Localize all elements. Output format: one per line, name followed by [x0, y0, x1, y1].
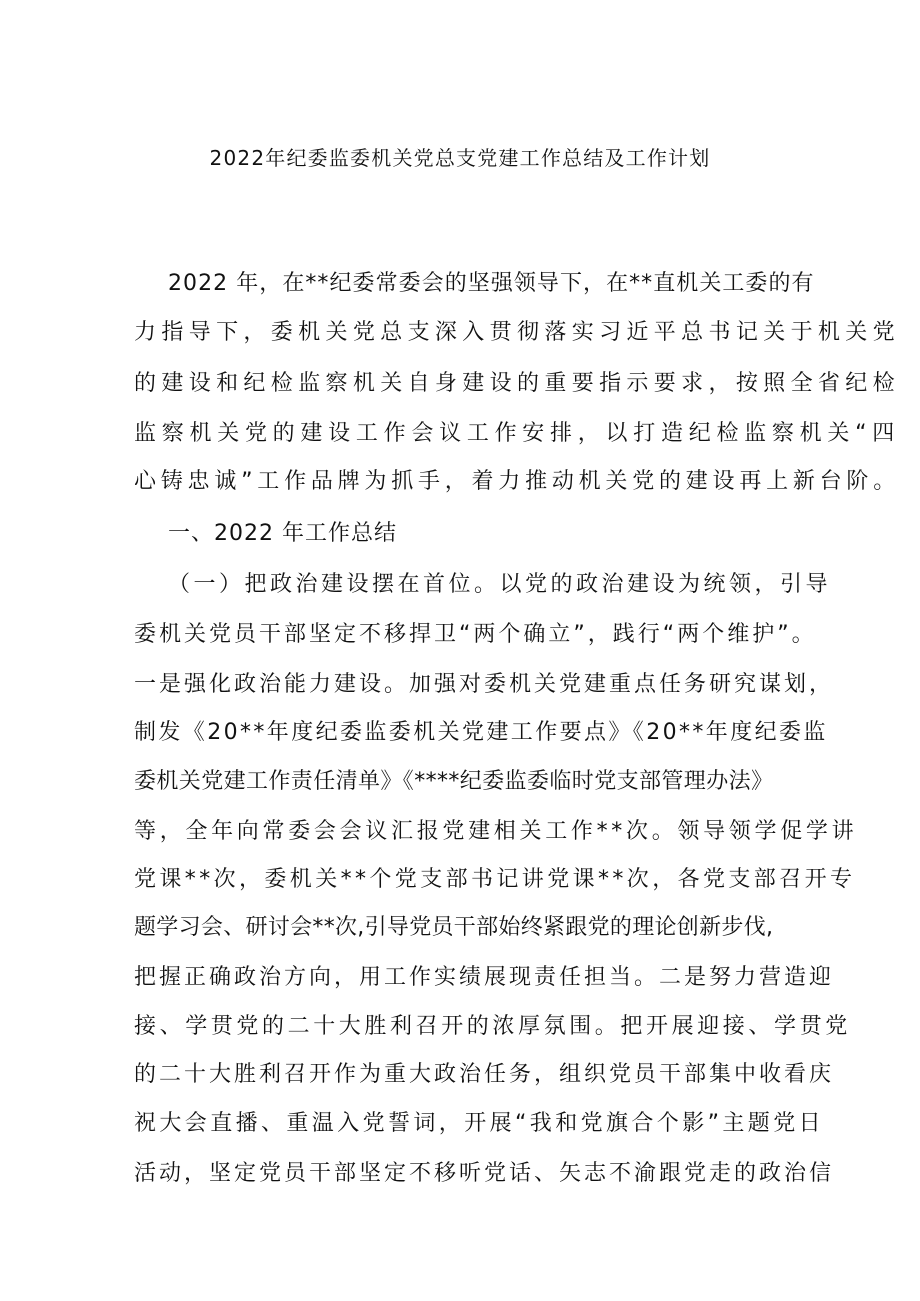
intro-line-1: 2022 年，在**纪委常委会的坚强领导下，在**直机关工委的有: [168, 271, 815, 296]
section1-line-8: 题学习会、研讨会**次,引导党员干部始终紧跟党的理论创新步伐,: [134, 915, 774, 940]
section1-line-12: 祝大会直播、重温入党誓词，开展“我和党旗合个影”主题党日: [134, 1111, 824, 1136]
section1-line-6: 等，全年向常委会会议汇报党建相关工作**次。领导领学促学讲: [134, 819, 858, 844]
section1-line-5: 委机关党建工作责任清单》《****纪委监委临时党支部管理办法》: [134, 769, 774, 794]
section1-line-2: 委机关党员干部坚定不移捍卫“两个确立”，践行“两个维护”。: [134, 622, 817, 647]
intro-line-3: 的建设和纪检监察机关自身建设的重要指示要求，按照全省纪检: [134, 371, 900, 396]
section-heading: 一、2022 年工作总结: [168, 521, 397, 546]
section1-line-7: 党课**次，委机关**个党支部书记讲党课**次，各党支部召开专: [134, 867, 856, 892]
intro-line-5: 心铸忠诚”工作品牌为抓手，着力推动机关党的建设再上新台阶。: [134, 469, 900, 494]
section1-line-9: 把握正确政治方向，用工作实绩展现责任担当。二是努力营造迎: [134, 965, 835, 990]
intro-line-4: 监察机关党的建设工作会议工作安排，以打造纪检监察机关“四: [134, 421, 900, 446]
intro-line-2: 力指导下，委机关党总支深入贯彻落实习近平总书记关于机关党: [134, 320, 900, 345]
section1-line-1: （一）把政治建设摆在首位。以党的政治建设为统领，引导: [168, 572, 832, 597]
section1-line-4: 制发《20**年度纪委监委机关党建工作要点》《20**年度纪委监: [134, 720, 828, 745]
section1-line-10: 接、学贯党的二十大胜利召开的浓厚氛围。把开展迎接、学贯党: [134, 1014, 851, 1039]
section1-line-3: 一是强化政治能力建设。加强对委机关党建重点任务研究谋划，: [134, 672, 835, 697]
document-title: 2022年纪委监委机关党总支党建工作总结及工作计划: [209, 146, 711, 170]
section1-line-13: 活动，坚定党员干部坚定不移听党话、矢志不渝跟党走的政治信: [134, 1161, 835, 1186]
section1-line-11: 的二十大胜利召开作为重大政治任务，组织党员干部集中收看庆: [134, 1062, 835, 1087]
